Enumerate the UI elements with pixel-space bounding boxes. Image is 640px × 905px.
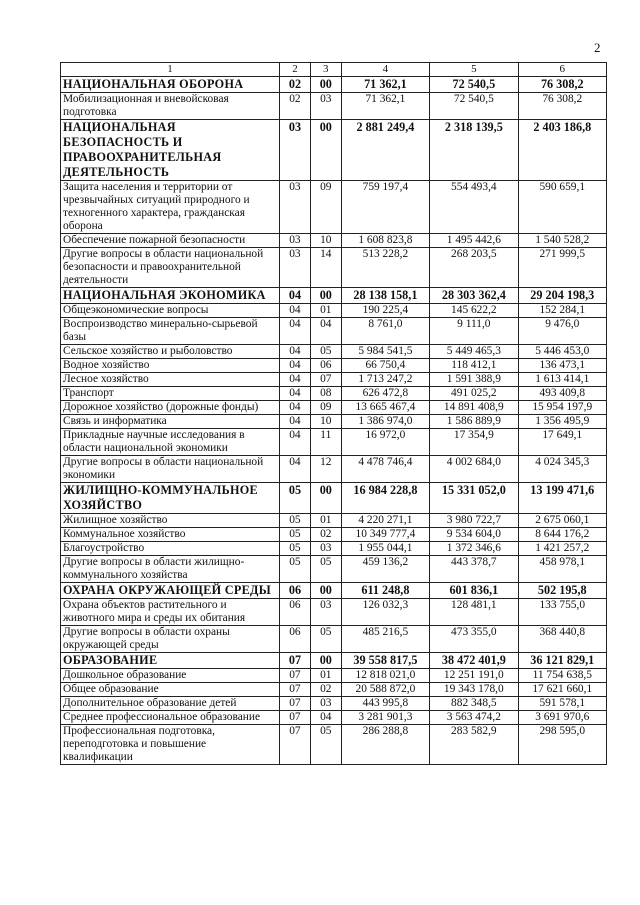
amount-col6: 136 473,1 [518, 359, 606, 373]
section-code: 07 [280, 683, 311, 697]
table-row [61, 93, 607, 120]
amount-col6: 76 308,2 [518, 93, 606, 120]
amount-col4: 8 761,0 [341, 318, 429, 345]
table-row [61, 514, 607, 528]
amount-col6: 368 440,8 [518, 626, 606, 653]
amount-col4: 2 881 249,4 [341, 120, 429, 181]
amount-col6: 2 675 060,1 [518, 514, 606, 528]
subsection-code: 03 [310, 93, 341, 120]
amount-col4: 1 955 044,1 [341, 542, 429, 556]
row-name: Другие вопросы в области жилищно-коммунального хозяйства [61, 556, 280, 583]
amount-col5: 601 836,1 [430, 583, 518, 599]
amount-col6: 9 476,0 [518, 318, 606, 345]
amount-col4: 485 216,5 [341, 626, 429, 653]
subsection-code: 02 [310, 683, 341, 697]
section-row [61, 583, 607, 599]
amount-col5: 28 303 362,4 [430, 288, 518, 304]
section-row [61, 120, 607, 181]
subsection-code: 00 [310, 77, 341, 93]
row-name: Другие вопросы в области национальной безопасности и правоохранительной деятельности [61, 248, 280, 288]
amount-col5: 491 025,2 [430, 387, 518, 401]
amount-col6: 13 199 471,6 [518, 483, 606, 514]
table-row [61, 683, 607, 697]
amount-col4: 71 362,1 [341, 77, 429, 93]
section-code: 05 [280, 483, 311, 514]
row-name: НАЦИОНАЛЬНАЯ ЭКОНОМИКА [61, 288, 280, 304]
amount-col5: 1 372 346,6 [430, 542, 518, 556]
row-name: Лесное хозяйство [61, 373, 280, 387]
row-name: Коммунальное хозяйство [61, 528, 280, 542]
amount-col4: 286 288,8 [341, 725, 429, 765]
amount-col5: 15 331 052,0 [430, 483, 518, 514]
table-row [61, 429, 607, 456]
section-code: 05 [280, 528, 311, 542]
section-code: 04 [280, 415, 311, 429]
section-code: 06 [280, 626, 311, 653]
amount-col4: 1 713 247,2 [341, 373, 429, 387]
amount-col6: 298 595,0 [518, 725, 606, 765]
amount-col4: 16 984 228,8 [341, 483, 429, 514]
amount-col5: 128 481,1 [430, 599, 518, 626]
amount-col5: 72 540,5 [430, 93, 518, 120]
section-code: 04 [280, 318, 311, 345]
amount-col5: 1 495 442,6 [430, 234, 518, 248]
table-row [61, 304, 607, 318]
amount-col4: 66 750,4 [341, 359, 429, 373]
section-code: 07 [280, 711, 311, 725]
amount-col6: 152 284,1 [518, 304, 606, 318]
row-name: Транспорт [61, 387, 280, 401]
table-row [61, 415, 607, 429]
amount-col5: 473 355,0 [430, 626, 518, 653]
subsection-code: 09 [310, 181, 341, 234]
amount-col5: 1 586 889,9 [430, 415, 518, 429]
subsection-code: 07 [310, 373, 341, 387]
section-code: 07 [280, 725, 311, 765]
subsection-code: 01 [310, 304, 341, 318]
column-number: 5 [430, 63, 518, 77]
amount-col5: 12 251 191,0 [430, 669, 518, 683]
subsection-code: 00 [310, 483, 341, 514]
section-code: 04 [280, 345, 311, 359]
amount-col5: 14 891 408,9 [430, 401, 518, 415]
row-name: Среднее профессиональное образование [61, 711, 280, 725]
amount-col6: 76 308,2 [518, 77, 606, 93]
subsection-code: 04 [310, 318, 341, 345]
section-code: 06 [280, 583, 311, 599]
amount-col4: 39 558 817,5 [341, 653, 429, 669]
row-name: Обеспечение пожарной безопасности [61, 234, 280, 248]
amount-col4: 4 220 271,1 [341, 514, 429, 528]
amount-col5: 9 111,0 [430, 318, 518, 345]
subsection-code: 01 [310, 669, 341, 683]
amount-col6: 458 978,1 [518, 556, 606, 583]
table-row [61, 359, 607, 373]
amount-col6: 11 754 638,5 [518, 669, 606, 683]
table-row [61, 248, 607, 288]
amount-col6: 4 024 345,3 [518, 456, 606, 483]
subsection-code: 11 [310, 429, 341, 456]
section-code: 07 [280, 697, 311, 711]
amount-col4: 126 032,3 [341, 599, 429, 626]
amount-col4: 20 588 872,0 [341, 683, 429, 697]
section-code: 06 [280, 599, 311, 626]
amount-col5: 882 348,5 [430, 697, 518, 711]
subsection-code: 00 [310, 583, 341, 599]
table-row [61, 387, 607, 401]
amount-col5: 554 493,4 [430, 181, 518, 234]
table-row [61, 725, 607, 765]
row-name: Воспроизводство минерально-сырьевой базы [61, 318, 280, 345]
amount-col6: 8 644 176,2 [518, 528, 606, 542]
section-code: 02 [280, 77, 311, 93]
amount-col6: 3 691 970,6 [518, 711, 606, 725]
table-row [61, 542, 607, 556]
table-row [61, 456, 607, 483]
amount-col6: 1 421 257,2 [518, 542, 606, 556]
section-row [61, 483, 607, 514]
amount-col5: 17 354,9 [430, 429, 518, 456]
subsection-code: 05 [310, 725, 341, 765]
row-name: Другие вопросы в области охраны окружающей среды [61, 626, 280, 653]
row-name: ОХРАНА ОКРУЖАЮЩЕЙ СРЕДЫ [61, 583, 280, 599]
amount-col6: 29 204 198,3 [518, 288, 606, 304]
amount-col6: 17 621 660,1 [518, 683, 606, 697]
section-code: 02 [280, 93, 311, 120]
amount-col6: 502 195,8 [518, 583, 606, 599]
amount-col6: 1 356 495,9 [518, 415, 606, 429]
section-row [61, 653, 607, 669]
amount-col4: 71 362,1 [341, 93, 429, 120]
amount-col5: 145 622,2 [430, 304, 518, 318]
section-code: 04 [280, 359, 311, 373]
subsection-code: 00 [310, 653, 341, 669]
column-number: 3 [310, 63, 341, 77]
amount-col5: 19 343 178,0 [430, 683, 518, 697]
amount-col4: 10 349 777,4 [341, 528, 429, 542]
table-row [61, 318, 607, 345]
section-code: 04 [280, 373, 311, 387]
row-name: Мобилизационная и вневойсковая подготовка [61, 93, 280, 120]
amount-col6: 36 121 829,1 [518, 653, 606, 669]
amount-col4: 443 995,8 [341, 697, 429, 711]
amount-col6: 133 755,0 [518, 599, 606, 626]
amount-col6: 590 659,1 [518, 181, 606, 234]
column-number: 1 [61, 63, 280, 77]
amount-col6: 1 613 414,1 [518, 373, 606, 387]
section-code: 03 [280, 181, 311, 234]
subsection-code: 12 [310, 456, 341, 483]
section-code: 04 [280, 401, 311, 415]
table-row [61, 626, 607, 653]
section-code: 05 [280, 542, 311, 556]
amount-col4: 626 472,8 [341, 387, 429, 401]
column-number: 2 [280, 63, 311, 77]
amount-col6: 2 403 186,8 [518, 120, 606, 181]
row-name: ЖИЛИЩНО-КОММУНАЛЬНОЕ ХОЗЯЙСТВО [61, 483, 280, 514]
table-row [61, 234, 607, 248]
amount-col4: 5 984 541,5 [341, 345, 429, 359]
table-row [61, 345, 607, 359]
row-name: Профессиональная подготовка, переподготовка и повышение квалификации [61, 725, 280, 765]
subsection-code: 14 [310, 248, 341, 288]
amount-col5: 443 378,7 [430, 556, 518, 583]
subsection-code: 06 [310, 359, 341, 373]
subsection-code: 01 [310, 514, 341, 528]
amount-col6: 5 446 453,0 [518, 345, 606, 359]
section-code: 03 [280, 120, 311, 181]
subsection-code: 03 [310, 599, 341, 626]
table-row [61, 181, 607, 234]
subsection-code: 00 [310, 288, 341, 304]
row-name: Общеэкономические вопросы [61, 304, 280, 318]
amount-col6: 591 578,1 [518, 697, 606, 711]
page-number: 2 [594, 40, 601, 55]
row-name: Другие вопросы в области национальной экономики [61, 456, 280, 483]
table-row [61, 373, 607, 387]
amount-col5: 5 449 465,3 [430, 345, 518, 359]
table-row [61, 697, 607, 711]
column-number-row [61, 63, 607, 77]
amount-col4: 611 248,8 [341, 583, 429, 599]
row-name: НАЦИОНАЛЬНАЯ БЕЗОПАСНОСТЬ И ПРАВООХРАНИТЕЛЬНАЯ ДЕЯТЕЛЬНОСТЬ [61, 120, 280, 181]
amount-col5: 4 002 684,0 [430, 456, 518, 483]
row-name: НАЦИОНАЛЬНАЯ ОБОРОНА [61, 77, 280, 93]
amount-col4: 12 818 021,0 [341, 669, 429, 683]
amount-col6: 493 409,8 [518, 387, 606, 401]
section-code: 04 [280, 387, 311, 401]
subsection-code: 00 [310, 120, 341, 181]
section-code: 04 [280, 429, 311, 456]
column-number: 4 [341, 63, 429, 77]
amount-col4: 13 665 467,4 [341, 401, 429, 415]
budget-table [60, 62, 607, 765]
amount-col5: 38 472 401,9 [430, 653, 518, 669]
row-name: Жилищное хозяйство [61, 514, 280, 528]
row-name: Дошкольное образование [61, 669, 280, 683]
section-code: 05 [280, 514, 311, 528]
subsection-code: 03 [310, 542, 341, 556]
subsection-code: 10 [310, 234, 341, 248]
section-row [61, 288, 607, 304]
row-name: Связь и информатика [61, 415, 280, 429]
amount-col4: 28 138 158,1 [341, 288, 429, 304]
section-code: 07 [280, 653, 311, 669]
subsection-code: 09 [310, 401, 341, 415]
row-name: Защита населения и территории от чрезвычайных ситуаций природного и техногенного характера, гражданская оборона [61, 181, 280, 234]
row-name: Охрана объектов растительного и животного мира и среды их обитания [61, 599, 280, 626]
section-row [61, 77, 607, 93]
amount-col4: 513 228,2 [341, 248, 429, 288]
row-name: Благоустройство [61, 542, 280, 556]
table-row [61, 528, 607, 542]
table-row [61, 711, 607, 725]
amount-col4: 759 197,4 [341, 181, 429, 234]
section-code: 03 [280, 234, 311, 248]
amount-col5: 2 318 139,5 [430, 120, 518, 181]
amount-col5: 283 582,9 [430, 725, 518, 765]
amount-col4: 459 136,2 [341, 556, 429, 583]
subsection-code: 05 [310, 556, 341, 583]
amount-col4: 3 281 901,3 [341, 711, 429, 725]
amount-col5: 3 980 722,7 [430, 514, 518, 528]
amount-col5: 72 540,5 [430, 77, 518, 93]
row-name: Водное хозяйство [61, 359, 280, 373]
row-name: ОБРАЗОВАНИЕ [61, 653, 280, 669]
amount-col4: 16 972,0 [341, 429, 429, 456]
amount-col6: 15 954 197,9 [518, 401, 606, 415]
column-number: 6 [518, 63, 606, 77]
row-name: Общее образование [61, 683, 280, 697]
amount-col5: 1 591 388,9 [430, 373, 518, 387]
amount-col4: 4 478 746,4 [341, 456, 429, 483]
amount-col4: 1 386 974,0 [341, 415, 429, 429]
amount-col4: 190 225,4 [341, 304, 429, 318]
subsection-code: 02 [310, 528, 341, 542]
amount-col6: 17 649,1 [518, 429, 606, 456]
section-code: 04 [280, 456, 311, 483]
subsection-code: 04 [310, 711, 341, 725]
section-code: 05 [280, 556, 311, 583]
table-row [61, 401, 607, 415]
subsection-code: 05 [310, 345, 341, 359]
subsection-code: 10 [310, 415, 341, 429]
table-row [61, 669, 607, 683]
amount-col5: 9 534 604,0 [430, 528, 518, 542]
section-code: 07 [280, 669, 311, 683]
amount-col4: 1 608 823,8 [341, 234, 429, 248]
amount-col5: 3 563 474,2 [430, 711, 518, 725]
subsection-code: 05 [310, 626, 341, 653]
subsection-code: 03 [310, 697, 341, 711]
row-name: Прикладные научные исследования в области национальной экономики [61, 429, 280, 456]
amount-col6: 1 540 528,2 [518, 234, 606, 248]
section-code: 04 [280, 288, 311, 304]
row-name: Дорожное хозяйство (дорожные фонды) [61, 401, 280, 415]
section-code: 04 [280, 304, 311, 318]
table-row [61, 599, 607, 626]
table-row [61, 556, 607, 583]
subsection-code: 08 [310, 387, 341, 401]
section-code: 03 [280, 248, 311, 288]
amount-col6: 271 999,5 [518, 248, 606, 288]
amount-col5: 118 412,1 [430, 359, 518, 373]
amount-col5: 268 203,5 [430, 248, 518, 288]
row-name: Сельское хозяйство и рыболовство [61, 345, 280, 359]
row-name: Дополнительное образование детей [61, 697, 280, 711]
